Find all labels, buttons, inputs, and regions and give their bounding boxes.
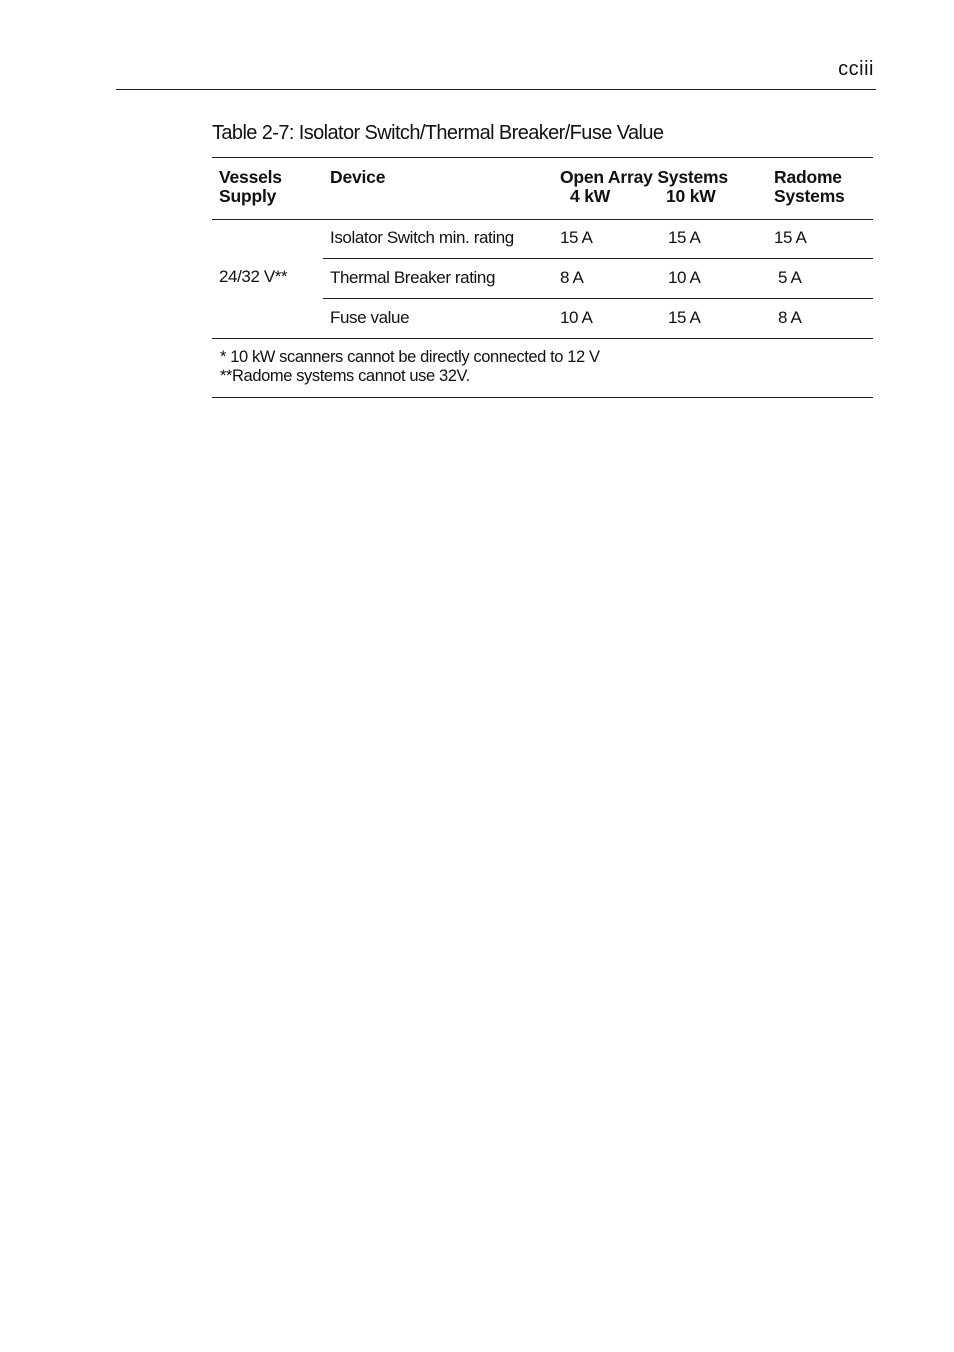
row-open-10kw: 10 A [668,268,701,287]
page-number: cciii [838,58,874,80]
row-device: Isolator Switch min. rating [330,228,514,247]
footnote: * 10 kW scanners cannot be directly connected to 12 V [220,348,600,366]
row-device: Thermal Breaker rating [330,268,496,287]
table-top-rule [212,157,873,158]
header-device: Device [330,167,386,187]
table-bottom-rule [212,397,873,398]
footnote: **Radome systems cannot use 32V. [220,367,470,385]
header-radome-line1: Radome [774,167,842,187]
row-open-4kw: 8 A [560,268,584,287]
row-radome: 5 A [778,268,802,287]
row-open-10kw: 15 A [668,228,701,247]
table-caption: Table 2-7: Isolator Switch/Thermal Breaker/Fuse Value [212,122,664,144]
header-open-4kw: 4 kW [570,186,611,206]
header-radome-line2: Systems [774,186,845,206]
footnote-top-rule [212,338,873,339]
row-open-10kw: 15 A [668,308,701,327]
row-device: Fuse value [330,308,410,327]
row-divider [323,258,873,259]
header-supply-line2: Supply [219,186,277,206]
row-open-4kw: 15 A [560,228,593,247]
header-supply-line1: Vessels [219,167,282,187]
header-open-array: Open Array Systems [560,167,728,187]
header-open-10kw: 10 kW [666,186,716,206]
supply-voltage: 24/32 V** [219,267,288,286]
header-vessels-supply [219,168,282,206]
row-radome: 8 A [778,308,802,327]
header-rule [116,89,876,90]
row-open-4kw: 10 A [560,308,593,327]
row-radome: 15 A [774,228,807,247]
header-bottom-rule [212,219,873,220]
footnotes [220,348,600,386]
header-radome [774,168,845,206]
row-divider [323,298,873,299]
